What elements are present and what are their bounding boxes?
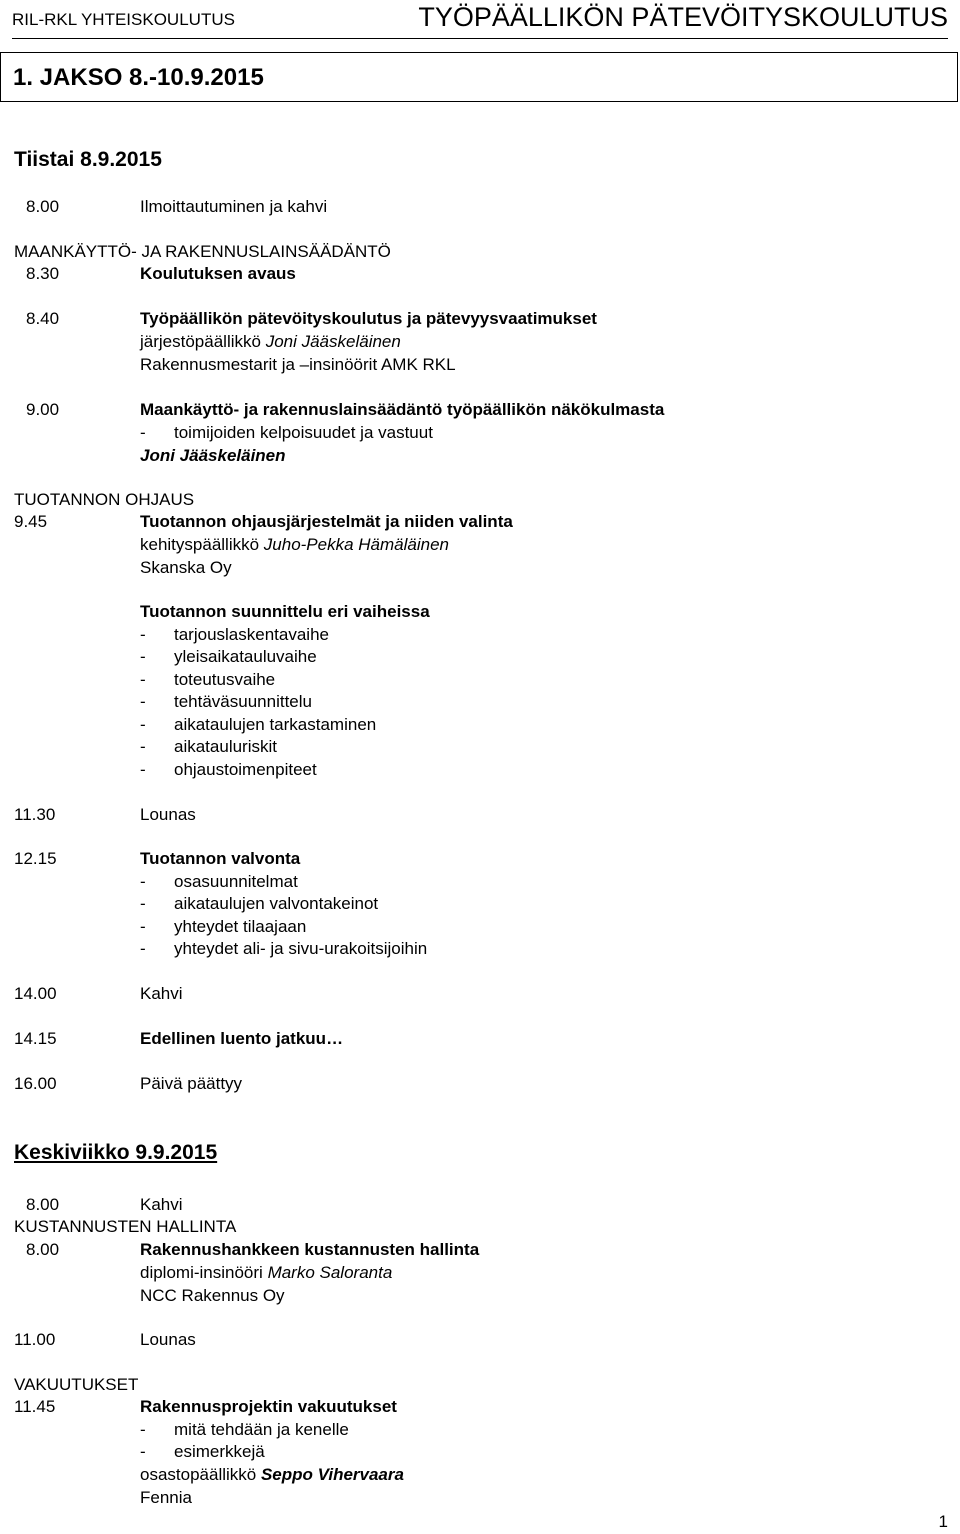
bullet-item: - tarjouslaskentavaihe xyxy=(140,625,329,644)
speaker-line xyxy=(140,535,449,555)
session-title: Tuotannon ohjausjärjestelmät ja niiden valinta xyxy=(140,512,513,531)
section-heading: KUSTANNUSTEN HALLINTA xyxy=(14,1217,237,1236)
bullet-item: - aikataulujen valvontakeinot xyxy=(140,894,379,913)
session-time: 14.15 xyxy=(14,1029,57,1048)
day-title-wednesday: Keskiviikko 9.9.2015 xyxy=(14,1141,218,1164)
bullet-item: - ohjaustoimenpiteet xyxy=(140,760,317,779)
session-title: Päivä päättyy xyxy=(140,1074,243,1093)
bullet-item: - esimerkkejä xyxy=(140,1442,265,1461)
session-time: 11.00 xyxy=(14,1330,56,1349)
session-time: 8.00 xyxy=(26,197,60,216)
period-banner xyxy=(0,52,958,102)
bullet-item: - yhteydet tilaajaan xyxy=(140,917,307,936)
speaker-org: Skanska Oy xyxy=(140,558,232,577)
section-heading: MAANKÄYTTÖ- JA RAKENNUSLAINSÄÄDÄNTÖ xyxy=(14,242,391,261)
session-title: Tuotannon suunnittelu eri vaiheissa xyxy=(140,602,430,621)
session-time: 12.15 xyxy=(14,849,57,868)
session-title: Lounas xyxy=(140,805,196,824)
section-heading: VAKUUTUKSET xyxy=(14,1375,139,1394)
speaker-org: Fennia xyxy=(140,1488,192,1507)
session-title: Kahvi xyxy=(140,1195,183,1214)
bullet-item: - tehtäväsuunnittelu xyxy=(140,692,312,711)
speaker-role: osastopäällikkö xyxy=(140,1465,261,1484)
session-title: Rakennushankkeen kustannusten hallinta xyxy=(140,1240,480,1259)
speaker-line xyxy=(140,1465,404,1485)
session-title: Lounas xyxy=(140,1330,196,1349)
speaker-org: Rakennusmestarit ja –insinöörit AMK RKL xyxy=(140,355,456,374)
session-time: 8.00 xyxy=(26,1240,60,1259)
speaker-role: järjestöpäällikkö xyxy=(140,332,266,351)
session-time: 8.30 xyxy=(26,264,60,283)
section-heading: TUOTANNON OHJAUS xyxy=(14,490,195,509)
session-time: 8.00 xyxy=(26,1195,60,1214)
session-time: 8.40 xyxy=(26,309,60,328)
bullet-item: - yhteydet ali- ja sivu-urakoitsijoihin xyxy=(140,939,428,958)
session-time: 16.00 xyxy=(14,1074,57,1093)
speaker-org: NCC Rakennus Oy xyxy=(140,1286,285,1305)
bullet-item: - mitä tehdään ja kenelle xyxy=(140,1420,349,1439)
speaker-role: diplomi-insinööri xyxy=(140,1263,268,1282)
header-divider xyxy=(12,38,948,39)
bullet-item: - toimijoiden kelpoisuudet ja vastuut xyxy=(140,423,433,442)
session-time: 11.45 xyxy=(14,1397,56,1416)
header-org: RIL-RKL YHTEISKOULUTUS xyxy=(12,10,235,29)
speaker-name: Marko Saloranta xyxy=(267,1263,393,1282)
speaker-line xyxy=(140,332,401,352)
page-header xyxy=(0,0,960,40)
session-time: 14.00 xyxy=(14,984,57,1003)
session-title: Työpäällikön pätevöityskoulutus ja pätevyysvaatimukset xyxy=(140,309,597,328)
speaker-line xyxy=(140,1263,392,1283)
bullet-item: - aikataulujen tarkastaminen xyxy=(140,715,377,734)
speaker-name: Joni Jääskeläinen xyxy=(265,332,401,351)
header-course-title: TYÖPÄÄLLIKÖN PÄTEVÖITYSKOULUTUS xyxy=(418,2,948,32)
speaker-name: Juho-Pekka Hämäläinen xyxy=(263,535,449,554)
bullet-item: - osasuunnitelmat xyxy=(140,872,298,891)
session-title: Maankäyttö- ja rakennuslainsäädäntö työpäällikön näkökulmasta xyxy=(140,400,665,419)
bullet-item: - toteutusvaihe xyxy=(140,670,276,689)
bullet-item: - yleisaikatauluvaihe xyxy=(140,647,317,666)
session-title: Edellinen luento jatkuu… xyxy=(140,1029,344,1048)
speaker-name: Seppo Vihervaara xyxy=(260,1465,404,1484)
session-title: Tuotannon valvonta xyxy=(140,849,301,868)
session-time: 9.00 xyxy=(26,400,60,419)
period-title: 1. JAKSO 8.-10.9.2015 xyxy=(13,64,264,91)
session-title: Rakennusprojektin vakuutukset xyxy=(140,1397,397,1416)
session-time: 11.30 xyxy=(14,805,56,824)
page-number: 1 xyxy=(938,1512,948,1531)
speaker-name: Joni Jääskeläinen xyxy=(140,446,286,465)
day-title-tuesday: Tiistai 8.9.2015 xyxy=(14,148,162,171)
session-title: Ilmoittautuminen ja kahvi xyxy=(140,197,328,216)
bullet-item: - aikatauluriskit xyxy=(140,737,277,756)
session-title: Koulutuksen avaus xyxy=(140,264,296,283)
speaker-role: kehityspäällikkö xyxy=(140,535,264,554)
session-title: Kahvi xyxy=(140,984,183,1003)
session-time: 9.45 xyxy=(14,512,48,531)
